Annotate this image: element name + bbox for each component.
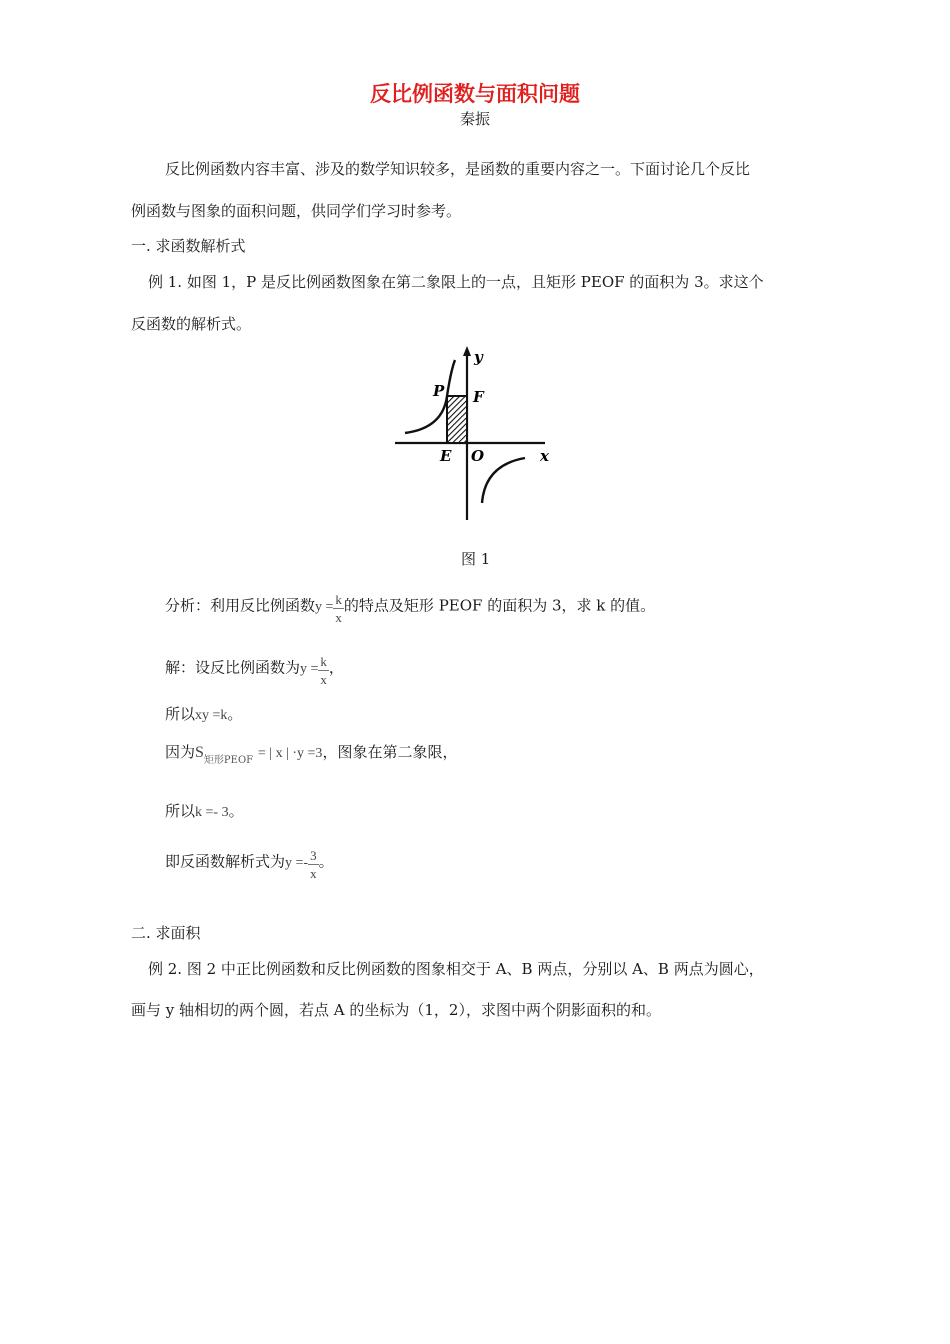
example-1-line-2: 反函数的解析式。	[131, 315, 252, 333]
label-y: y	[474, 348, 483, 366]
step-k-after: 。	[228, 802, 244, 820]
step-xy-after: 。	[227, 705, 243, 723]
label-f: F	[473, 388, 484, 406]
solve-line	[165, 651, 344, 686]
analysis-before: 分析：利用反比例函数	[165, 596, 316, 615]
solve-before: 解：设反比例函数为	[165, 658, 301, 677]
fraction-numerator: 3	[310, 848, 317, 863]
label-e: E	[440, 447, 452, 465]
step-area-after: ，图象在第二象限，	[322, 743, 458, 761]
result-fraction	[308, 847, 319, 882]
result-before: 即反函数解析式为	[165, 852, 286, 871]
step-area-before: 因为	[165, 743, 196, 761]
analysis-line	[165, 589, 655, 624]
example-1-line-1: 例 1. 如图 1，P 是反比例函数图象在第二象限上的一点，且矩形 PEOF 的面积为 3。求这个	[148, 273, 764, 291]
page-title: 反比例函数与面积问题	[370, 82, 580, 106]
solve-lhs: y =	[300, 661, 319, 677]
step-xy-before: 所以	[165, 705, 196, 723]
fraction-numerator: k	[335, 592, 342, 607]
analysis-lhs: y =	[315, 599, 334, 615]
label-o: O	[471, 447, 485, 465]
area-symbol: S	[195, 744, 204, 761]
intro-line-2: 例函数与图象的面积问题，供同学们学习时参考。	[131, 202, 462, 220]
step-k-before: 所以	[165, 802, 196, 820]
result-lhs: y =-	[285, 855, 309, 871]
rectangle-peof	[447, 396, 467, 443]
step-xy-line	[165, 703, 242, 724]
step-k-line	[165, 800, 244, 821]
fraction-denominator: x	[335, 610, 342, 625]
analysis-after: 的特点及矩形 PEOF 的面积为 3，求 k 的值。	[343, 596, 656, 615]
area-subscript: 矩形PEOF	[203, 755, 254, 766]
example-2-line-2: 画与 y 轴相切的两个圆，若点 A 的坐标为（1，2），求图中两个阴影面积的和。	[131, 1001, 661, 1019]
figure-1-caption: 图 1	[461, 550, 491, 568]
example-2-line-1: 例 2. 图 2 中正比例函数和反比例函数的图象相交于 A、B 两点，分别以 A、B 两点为圆心，	[148, 960, 764, 978]
result-after: 。	[318, 852, 334, 871]
result-line	[165, 845, 334, 880]
author: 秦振	[459, 110, 490, 128]
step-xy-math: xy =k	[195, 708, 228, 723]
fraction-denominator: x	[310, 866, 317, 881]
analysis-fraction	[333, 591, 344, 626]
solve-after: ，	[328, 658, 344, 677]
figure-1-graph	[385, 340, 565, 530]
label-x: x	[540, 447, 549, 465]
y-axis-arrow-icon	[463, 346, 471, 356]
section-2-heading: 二. 求面积	[131, 924, 201, 942]
hyperbola-branch-q4	[482, 458, 525, 503]
fraction-denominator: x	[320, 672, 327, 687]
step-area-line	[165, 741, 458, 766]
solve-fraction	[318, 653, 329, 688]
fraction-numerator: k	[320, 654, 327, 669]
intro-line-1: 反比例函数内容丰富、涉及的数学知识较多，是函数的重要内容之一。下面讨论几个反比	[165, 160, 751, 178]
step-k-math: k =- 3	[195, 805, 229, 820]
label-p: P	[433, 382, 445, 400]
step-area-math: = | x | ·y =3	[257, 746, 323, 761]
section-1-heading: 一. 求函数解析式	[131, 237, 246, 255]
